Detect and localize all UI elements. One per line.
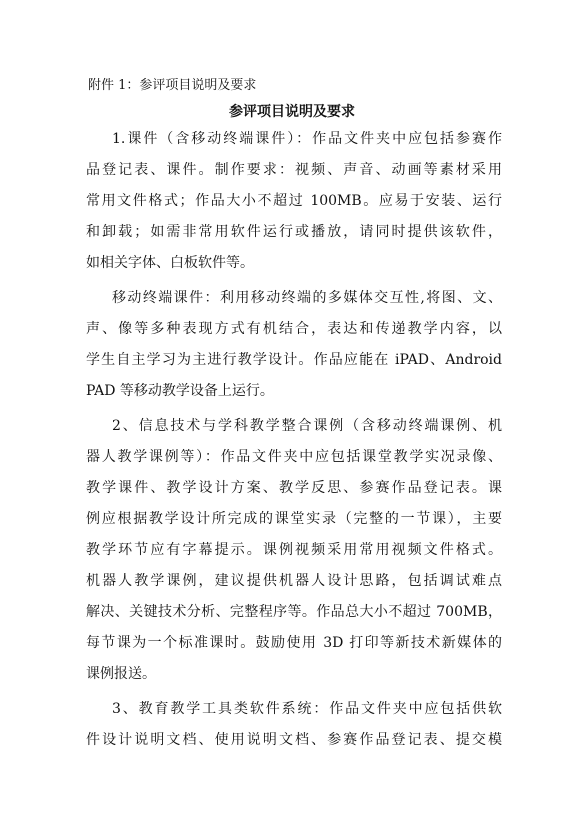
- paragraph-teaching-cases: [86, 411, 502, 690]
- attachment-label: 附件 1：参评项目说明及要求: [88, 78, 257, 93]
- paragraph-courseware: [86, 124, 502, 279]
- paragraph-line: 学生自主学习为主进行教学设计。作品应能在 iPAD、Android: [86, 352, 502, 368]
- paragraph-line: 每节课为一个标准课时。鼓励使用 3D 打印等新技术新媒体的: [86, 635, 502, 651]
- paragraph-line: 3、教育教学工具类软件系统：作品文件夹中应包括供软: [112, 701, 502, 717]
- paragraph-line: 常用文件格式；作品大小不超过 100MB。应易于安装、运行: [86, 193, 502, 209]
- paragraph-line: 移动终端课件：利用移动终端的多媒体交互性,将图、文、: [112, 290, 502, 306]
- paragraph-line: 教学课件、教学设计方案、教学反思、参赛作品登记表。课: [86, 480, 502, 496]
- paragraph-line: 机器人教学课例，建议提供机器人设计思路，包括调试难点: [86, 573, 502, 589]
- paragraph-line: 解决、关键技术分析、完整程序等。作品总大小不超过 700MB，: [86, 604, 502, 620]
- paragraph-line: 品登记表、课件。制作要求：视频、声音、动画等素材采用: [86, 162, 502, 178]
- paragraph-line: 声、像等多种表现方式有机结合，表达和传递教学内容，以: [86, 321, 502, 337]
- paragraph-line: 件设计说明文档、使用说明文档、参赛作品登记表、提交模: [86, 732, 502, 748]
- paragraph-line: PAD 等移动教学设备上运行。: [86, 383, 274, 399]
- page-title: 参评项目说明及要求: [229, 104, 355, 120]
- paragraph-line: 教学环节应有字幕提示。课例视频采用常用视频文件格式。: [86, 542, 502, 558]
- paragraph-line: 2、信息技术与学科教学整合课例（含移动终端课例、机: [112, 418, 502, 434]
- paragraph-line: 如相关字体、白板软件等。: [86, 255, 254, 271]
- paragraph-line: 例应根据教学设计所完成的课堂实录（完整的一节课），主要: [86, 511, 502, 527]
- paragraph-software-systems: [86, 694, 502, 756]
- paragraph-line: 课例报送。: [86, 666, 156, 682]
- paragraph-line: 和卸载；如需非常用软件运行或播放，请同时提供该软件，: [86, 224, 502, 240]
- paragraph-mobile-courseware: [86, 283, 502, 407]
- paragraph-line: 1.课件（含移动终端课件）：作品文件夹中应包括参赛作: [112, 131, 502, 147]
- paragraph-line: 器人教学课例等）：作品文件夹中应包括课堂教学实况录像、: [86, 449, 502, 465]
- document-body: [86, 124, 502, 760]
